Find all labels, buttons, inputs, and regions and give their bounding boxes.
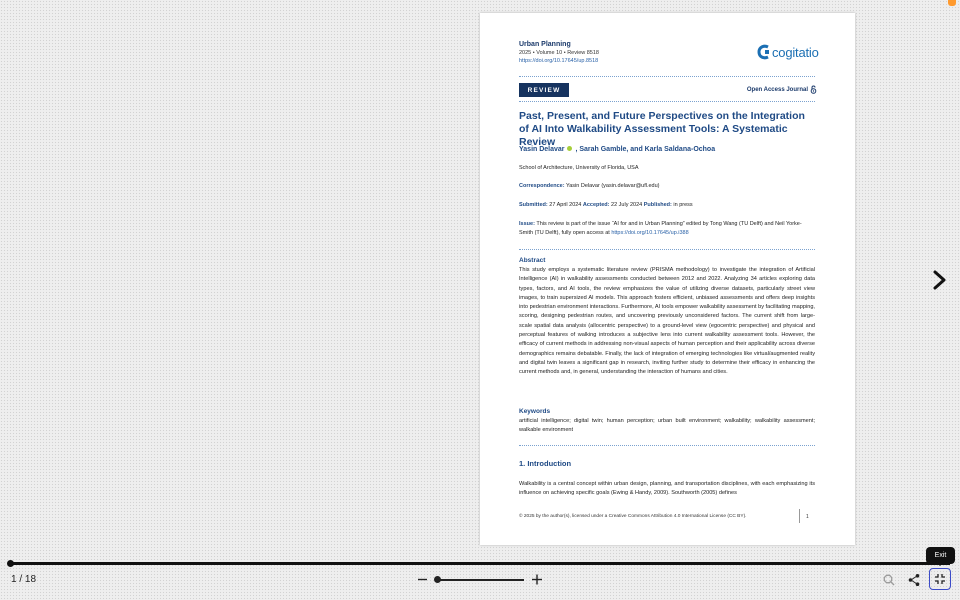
divider	[519, 445, 815, 446]
page-counter: 1 / 18	[11, 574, 37, 585]
submitted-date: 27 April 2024	[547, 202, 583, 208]
search-icon[interactable]	[882, 573, 896, 587]
accepted-date: 22 July 2024	[609, 202, 644, 208]
chevron-right-icon[interactable]	[930, 268, 950, 292]
published-label: Published:	[643, 202, 672, 208]
divider	[519, 101, 815, 102]
keywords-text: artificial intelligence; digital twin; human perception; urban built environment; walkability; walkability assessment; walkable environment	[519, 418, 815, 434]
exit-fullscreen-icon	[934, 573, 946, 585]
exit-tooltip: Exit	[926, 547, 955, 564]
share-icon[interactable]	[907, 573, 921, 587]
page-progress-handle[interactable]	[7, 560, 14, 567]
open-access-label	[747, 85, 817, 94]
article-doi-link[interactable]: https://doi.org/10.17645/up.8518	[519, 58, 599, 64]
page-progress-bar[interactable]	[10, 562, 950, 565]
tooltip-tail	[936, 562, 944, 566]
issue-note	[519, 220, 815, 238]
keywords-heading: Keywords	[519, 408, 551, 415]
introduction-heading: 1. Introduction	[519, 459, 572, 468]
journal-name: Urban Planning	[519, 41, 571, 48]
affiliation: School of Architecture, University of Florida, USA	[519, 165, 639, 171]
correspondence-label: Correspondence:	[519, 183, 565, 189]
zoom-slider-handle[interactable]	[434, 576, 441, 583]
correspondence	[519, 183, 660, 189]
divider	[519, 76, 815, 77]
journal-issue-line: 2025 • Volume 10 • Review 8518	[519, 50, 599, 56]
pdf-page	[480, 13, 855, 545]
published-date: in press	[671, 202, 693, 208]
plus-icon[interactable]	[530, 572, 544, 587]
exit-fullscreen-button[interactable]	[929, 568, 951, 590]
author-names-rest: , Sarah Gamble, and Karla Saldana-Ochoa	[575, 146, 716, 153]
open-access-text: Open Access Journal	[746, 86, 808, 93]
divider	[519, 249, 815, 250]
minus-icon[interactable]	[416, 572, 429, 587]
page-number: 1	[806, 514, 809, 520]
issue-label: Issue:	[519, 221, 535, 227]
open-access-lock-icon	[810, 85, 817, 94]
abstract-text: This study employs a systematic literature review (PRISMA methodology) to investigate the integration of Artificial Intelligence (AI) in walkability assessments conducted between 2012 and 2022. Analyzing 34 articles exploring data types, factors, and AI tools, the review emphasizes the value of utilizing diverse datasets, particularly street view images, to train supersized AI models. This approach fosters efficient, unbiased assessments and offers deep insights into pedestrian environment interactions. Furthermore, AI tools empower walkability assessment by facilitating mapping, scoring, designing pedestrian routes, and uncovering previously unconsidered factors. The current shift from large-scale spatial data analysis (allocentric perspective) to a ground-level view (egocentric perspective) and physical and perceptual features of walking introduces a subjective lens into current walkability assessment tools. However, the efficacy of current methods in addressing non-visual aspects of human perception and their applicability across diverse demographics remains debatable. Finally, the lack of integration of emerging technologies like virtual/augmented reality and digital twin leaves a significant gap in research, inviting further study to determine their efficacy in enhancing the current methods and, in general, understanding the interaction of humans and cities.	[519, 267, 815, 376]
article-type-badge: REVIEW	[519, 83, 569, 97]
corner-accent	[948, 0, 956, 6]
cogitatio-logo-icon	[757, 44, 771, 60]
author-list	[519, 146, 715, 153]
publisher-logo	[757, 43, 819, 61]
orcid-icon[interactable]	[567, 146, 572, 151]
zoom-slider-track[interactable]	[436, 579, 524, 581]
footer-separator	[799, 509, 800, 523]
submitted-label: Submitted:	[519, 202, 548, 208]
issue-text: This review is part of the issue “AI for and in Urban Planning” edited by Tong Wang (TU Delft) and Neil Yorke-Smith (TU Delft), fully open access at	[519, 221, 802, 236]
license-footer: © 2025 by the author(s), licensed under a Creative Commons Attribution 4.0 International License (CC BY).	[519, 514, 747, 519]
accepted-label: Accepted:	[582, 202, 610, 208]
introduction-text: Walkability is a central concept within urban design, planning, and transportation disciplines, with each emphasizing its influence on achieving specific goals (Ewing & Handy, 2009). Southworth (2005) defines	[519, 481, 815, 497]
article-dates	[519, 202, 693, 208]
correspondence-value: Yasin Delavar (yasin.delavar@ufl.edu)	[564, 183, 660, 189]
logo-wordmark: cogitatio	[772, 44, 819, 60]
issue-link[interactable]: https://doi.org/10.17645/up.i388	[611, 230, 689, 236]
article-title: Past, Present, and Future Perspectives on the Integration of AI Into Walkability Assessment Tools: A Systematic Review	[519, 110, 805, 148]
abstract-heading: Abstract	[519, 257, 546, 264]
author-name: Yasin Delavar	[519, 146, 565, 153]
